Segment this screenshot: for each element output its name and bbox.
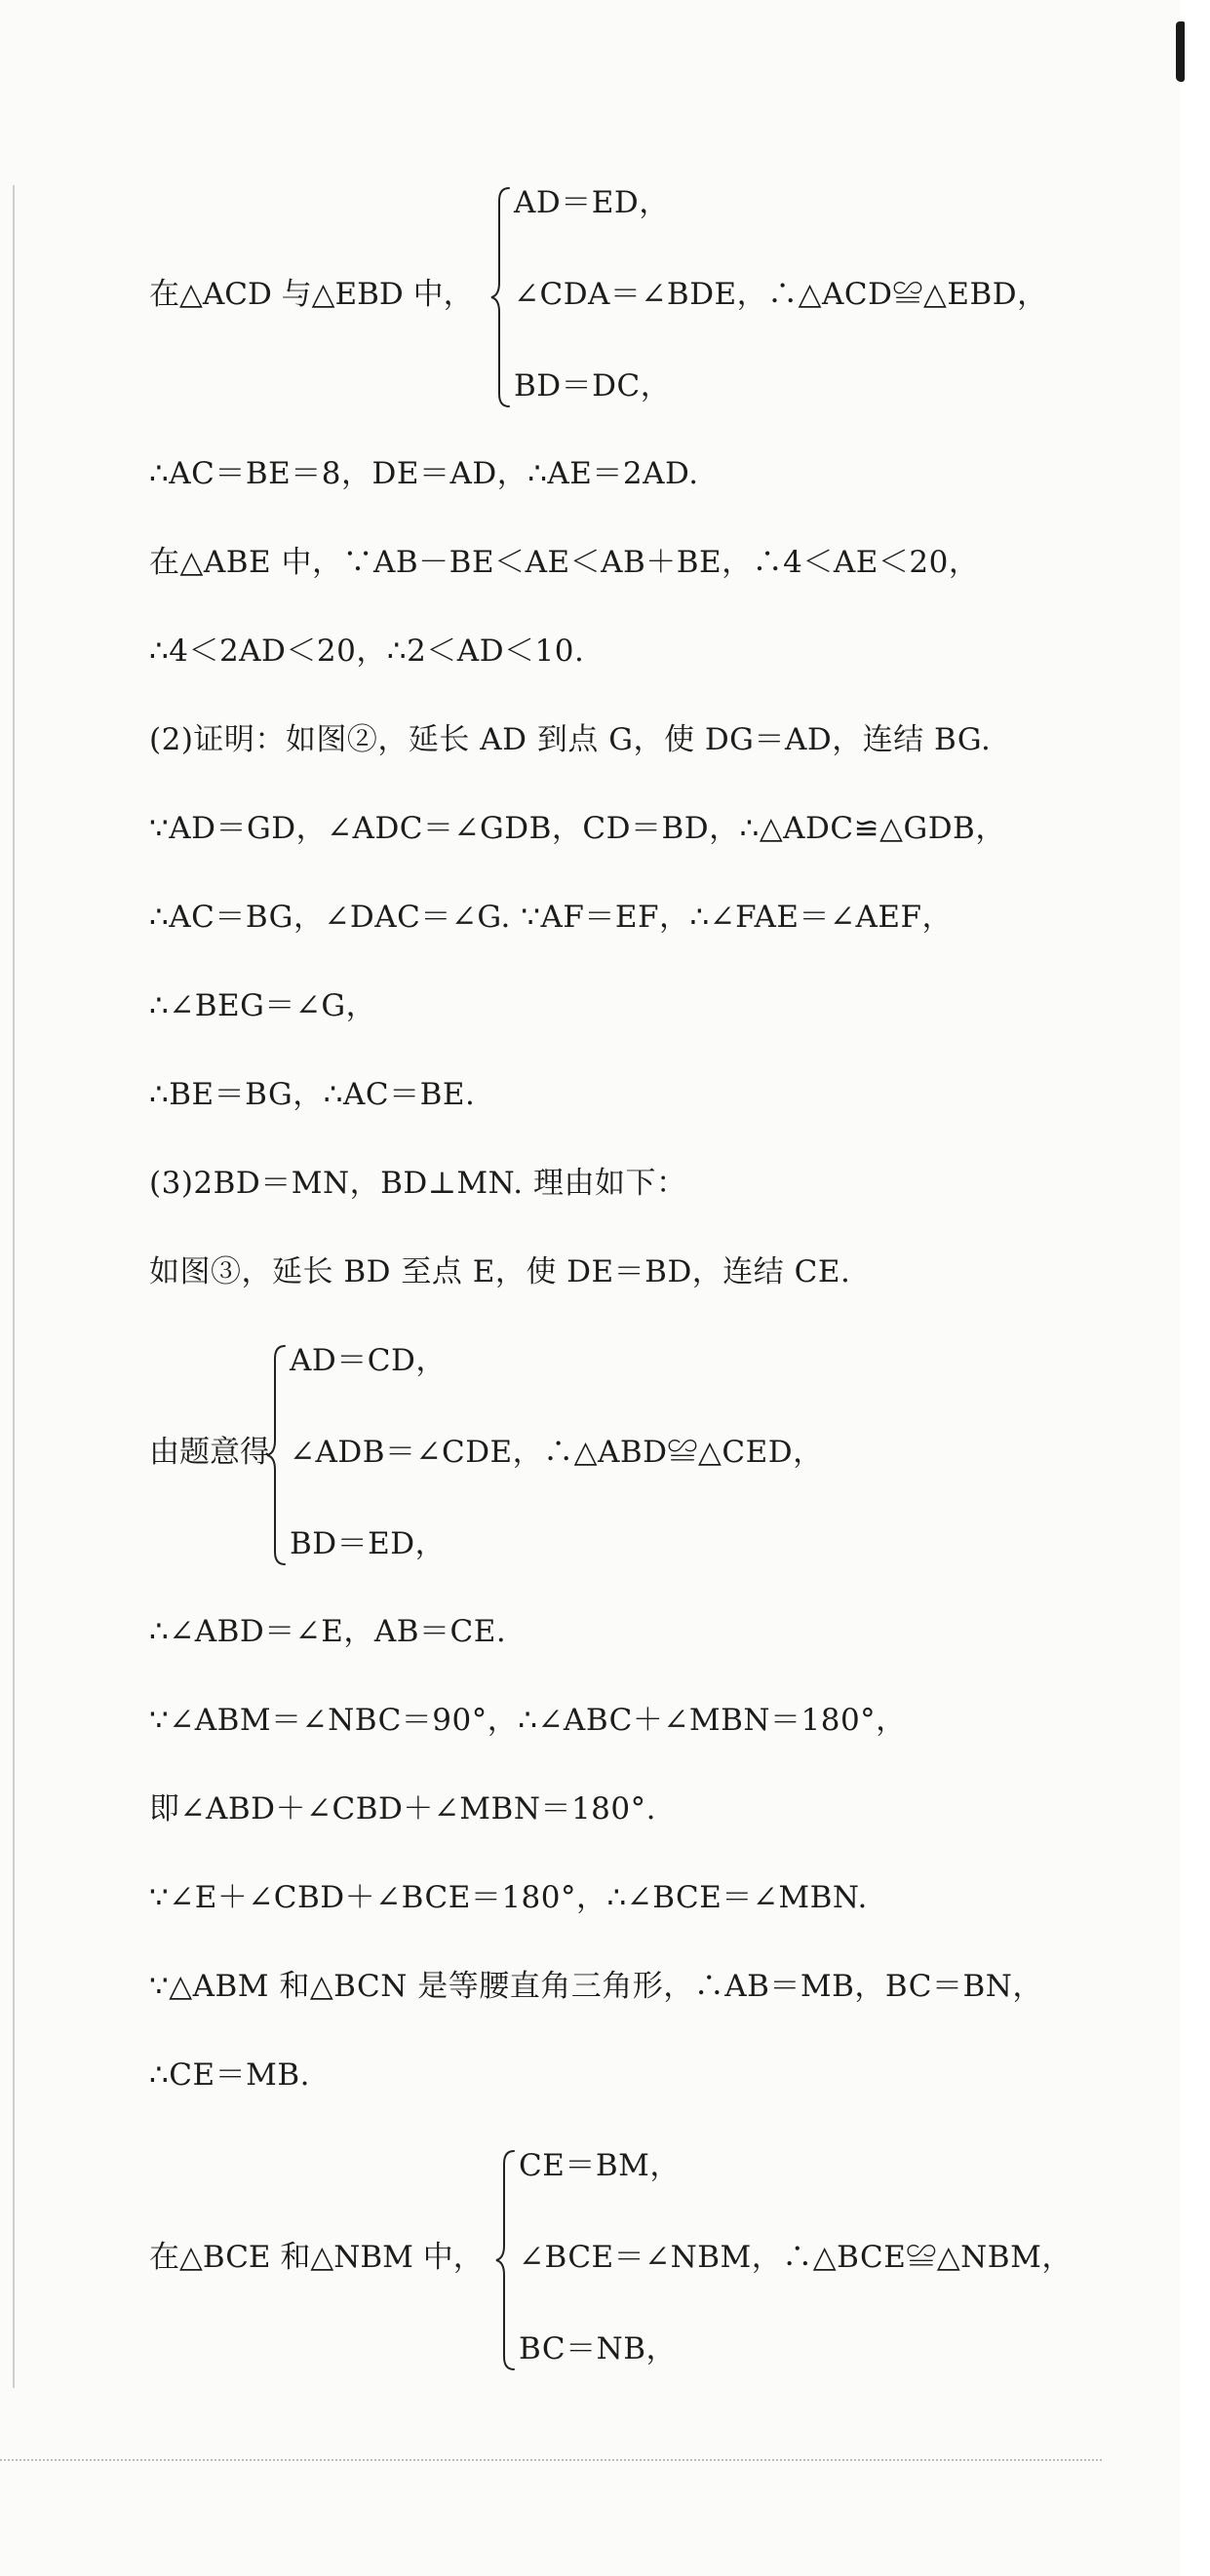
system-1-brace xyxy=(488,185,513,409)
system-1-row-3: BD＝DC， xyxy=(514,368,672,404)
system-1-row-2: ∠CDA＝∠BDE，∴△ACD≌△EBD， xyxy=(514,277,1048,312)
system-2-row-3: BD＝ED， xyxy=(290,1526,447,1561)
system-3-row-3: BC＝NB， xyxy=(519,2331,677,2366)
system-1-row-1: AD＝ED， xyxy=(514,185,670,220)
proof-line: ∵△ABM 和△BCN 是等腰直角三角形，∴AB＝MB，BC＝BN， xyxy=(149,1969,1043,2004)
system-2-brace xyxy=(263,1343,289,1567)
system-3-brace xyxy=(492,2148,518,2372)
system-2-row-2: ∠ADB＝∠CDE，∴△ABD≌△CED， xyxy=(290,1435,824,1470)
proof-line: ∴∠BEG＝∠G， xyxy=(149,988,377,1023)
proof-line: ∵∠E＋∠CBD＋∠BCE＝180°，∴∠BCE＝∠MBN. xyxy=(149,1880,868,1915)
proof-line: ∵AD＝GD，∠ADC＝∠GDB，CD＝BD，∴△ADC≌△GDB， xyxy=(149,811,1006,846)
proof-line: 在△ABE 中，∵AB－BE＜AE＜AB＋BE，∴4＜AE＜20， xyxy=(149,545,980,580)
system-2-row-1: AD＝CD， xyxy=(290,1343,447,1378)
proof-line: 即∠ABD＋∠CBD＋∠MBN＝180°. xyxy=(149,1791,656,1826)
proof-line: ∴CE＝MB. xyxy=(149,2057,310,2093)
bottom-dotted-rule xyxy=(0,2459,1102,2461)
system-3-row-2: ∠BCE＝∠NBM，∴△BCE≌△NBM， xyxy=(519,2240,1073,2275)
system-2-prefix: 由题意得 xyxy=(149,1435,270,1470)
system-1-prefix: 在△ACD 与△EBD 中， xyxy=(149,277,474,312)
proof-line: ∴AC＝BE＝8，DE＝AD，∴AE＝2AD. xyxy=(149,456,699,491)
proof-line: ∵∠ABM＝∠NBC＝90°，∴∠ABC＋∠MBN＝180°， xyxy=(149,1703,907,1738)
proof-line: (2)证明：如图②，延长 AD 到点 G，使 DG＝AD，连结 BG. xyxy=(149,722,992,757)
proof-line: ∴BE＝BG，∴AC＝BE. xyxy=(149,1077,476,1112)
proof-line: ∴AC＝BG，∠DAC＝∠G. ∵AF＝EF，∴∠FAE＝∠AEF， xyxy=(149,900,954,935)
proof-line: ∴4＜2AD＜20，∴2＜AD＜10. xyxy=(149,634,585,669)
proof-line: 如图③，延长 BD 至点 E，使 DE＝BD，连结 CE. xyxy=(149,1254,851,1289)
system-3-prefix: 在△BCE 和△NBM 中， xyxy=(149,2240,484,2275)
proof-line: ∴∠ABD＝∠E，AB＝CE. xyxy=(149,1614,507,1649)
proof-line: (3)2BD＝MN，BD⊥MN. 理由如下： xyxy=(149,1166,687,1201)
left-margin-rule xyxy=(13,185,15,2388)
corner-scan-mark xyxy=(1176,21,1185,82)
system-3-row-1: CE＝BM， xyxy=(519,2148,681,2183)
